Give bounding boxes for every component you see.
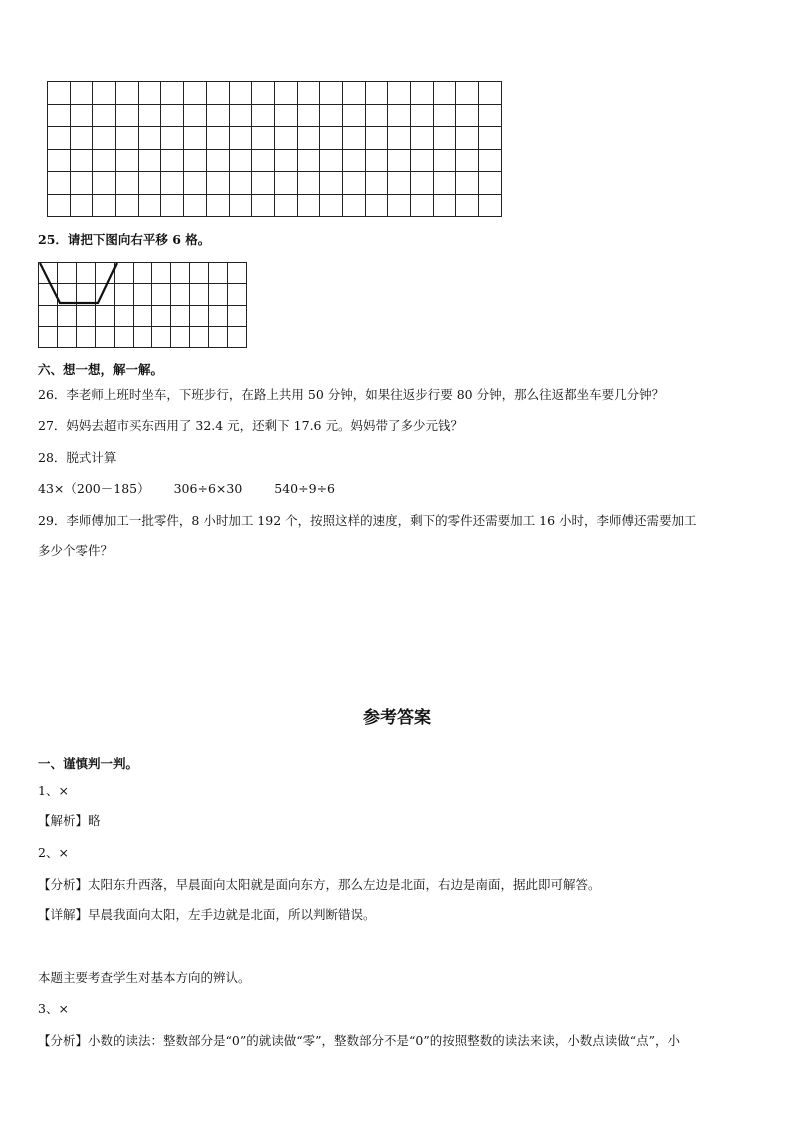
grid-cell bbox=[114, 263, 133, 284]
grid-cell bbox=[138, 127, 161, 150]
grid-cell bbox=[39, 326, 58, 347]
grid-cell bbox=[342, 82, 365, 105]
grid-cell bbox=[206, 82, 229, 105]
grid-cell bbox=[138, 104, 161, 127]
grid-cell bbox=[76, 326, 95, 347]
grid-cell bbox=[93, 104, 116, 127]
grid-cell bbox=[320, 172, 343, 195]
grid-cell bbox=[184, 104, 207, 127]
question-25: 25．请把下图向右平移 6 格。 bbox=[38, 232, 211, 247]
grid-cell bbox=[274, 127, 297, 150]
grid-cell bbox=[152, 305, 171, 326]
grid-cell bbox=[39, 305, 58, 326]
grid-cell bbox=[116, 172, 139, 195]
grid-cell bbox=[116, 194, 139, 217]
grid-cell bbox=[184, 172, 207, 195]
grid-cell bbox=[114, 284, 133, 305]
question-27: 27．妈妈去超市买东西用了 32.4 元，还剩下 17.6 元。妈妈带了多少元钱？ bbox=[38, 418, 463, 433]
question-28: 28．脱式计算 bbox=[38, 450, 117, 465]
grid-cell bbox=[433, 194, 456, 217]
grid-cell bbox=[229, 172, 252, 195]
answer-3-analysis: 【分析】小数的读法：整数部分是“0”的就读做“零”，整数部分不是“0”的按照整数的读法来读，小数点读做“点”，小 bbox=[38, 1033, 681, 1048]
grid-cell bbox=[114, 326, 133, 347]
grid-cell bbox=[479, 82, 502, 105]
grid-cell bbox=[433, 127, 456, 150]
grid-cell bbox=[365, 82, 388, 105]
grid-row bbox=[48, 104, 502, 127]
grid-cell bbox=[411, 172, 434, 195]
grid-cell bbox=[229, 127, 252, 150]
grid-cell bbox=[252, 194, 275, 217]
grid-cell bbox=[171, 263, 190, 284]
grid-cell bbox=[228, 305, 247, 326]
grid-cell bbox=[365, 149, 388, 172]
grid-cell bbox=[70, 194, 93, 217]
grid-cell bbox=[209, 305, 228, 326]
grid-cell bbox=[479, 172, 502, 195]
grid-cell bbox=[206, 172, 229, 195]
grid-cell bbox=[320, 82, 343, 105]
grid-cell bbox=[274, 194, 297, 217]
grid-cell bbox=[161, 194, 184, 217]
grid-cell bbox=[57, 284, 76, 305]
grid-cell bbox=[190, 326, 209, 347]
grid-cell bbox=[70, 104, 93, 127]
grid-cell bbox=[116, 104, 139, 127]
grid-cell bbox=[320, 194, 343, 217]
grid-cell bbox=[76, 305, 95, 326]
grid-cell bbox=[161, 82, 184, 105]
grid-cell bbox=[456, 82, 479, 105]
grid-shift bbox=[38, 262, 247, 348]
grid-cell bbox=[161, 127, 184, 150]
grid-cell bbox=[48, 82, 71, 105]
grid-cell bbox=[93, 194, 116, 217]
answer-2: 2、× bbox=[38, 845, 69, 860]
grid-cell bbox=[274, 149, 297, 172]
grid-cell bbox=[39, 263, 58, 284]
grid-cell bbox=[161, 149, 184, 172]
grid-cell bbox=[171, 326, 190, 347]
grid-cell bbox=[206, 127, 229, 150]
grid-cell bbox=[479, 194, 502, 217]
grid-cell bbox=[388, 127, 411, 150]
grid-cell bbox=[388, 104, 411, 127]
question-29-line2: 多少个零件？ bbox=[38, 543, 114, 558]
grid-cell bbox=[252, 149, 275, 172]
grid-cell bbox=[388, 194, 411, 217]
grid-cell bbox=[133, 326, 152, 347]
grid-cell bbox=[161, 172, 184, 195]
grid-cell bbox=[365, 172, 388, 195]
grid-cell bbox=[95, 263, 114, 284]
grid-cell bbox=[190, 305, 209, 326]
grid-cell bbox=[229, 149, 252, 172]
grid-cell bbox=[48, 104, 71, 127]
grid-cell bbox=[209, 326, 228, 347]
grid-row bbox=[48, 149, 502, 172]
grid-cell bbox=[57, 263, 76, 284]
grid-cell bbox=[411, 194, 434, 217]
section-6-heading: 六、想一想，解一解。 bbox=[38, 362, 164, 377]
grid-cell bbox=[433, 172, 456, 195]
grid-cell bbox=[95, 326, 114, 347]
grid-row bbox=[39, 284, 247, 305]
answer-1-note: 【解析】略 bbox=[38, 813, 101, 828]
grid-cell bbox=[70, 149, 93, 172]
grid-cell bbox=[342, 104, 365, 127]
grid-cell bbox=[206, 104, 229, 127]
grid-cell bbox=[133, 284, 152, 305]
grid-cell bbox=[479, 127, 502, 150]
answers-title: 参考答案 bbox=[363, 708, 431, 728]
grid-cell bbox=[93, 127, 116, 150]
grid-cell bbox=[152, 263, 171, 284]
grid-cell bbox=[152, 284, 171, 305]
grid-cell bbox=[48, 172, 71, 195]
grid-cell bbox=[252, 104, 275, 127]
grid-cell bbox=[433, 104, 456, 127]
grid-cell bbox=[411, 104, 434, 127]
grid-cell bbox=[297, 172, 320, 195]
grid-cell bbox=[138, 172, 161, 195]
grid-cell bbox=[76, 284, 95, 305]
grid-cell bbox=[365, 194, 388, 217]
grid-cell bbox=[133, 305, 152, 326]
grid-row bbox=[48, 82, 502, 105]
expr-3: 540÷9÷6 bbox=[274, 481, 335, 496]
grid-cell bbox=[206, 149, 229, 172]
grid-cell bbox=[228, 284, 247, 305]
grid-cell bbox=[342, 194, 365, 217]
grid-cell bbox=[320, 127, 343, 150]
grid-cell bbox=[342, 149, 365, 172]
grid-top bbox=[47, 81, 502, 217]
grid-cell bbox=[206, 194, 229, 217]
grid-row bbox=[39, 263, 247, 284]
grid-cell bbox=[190, 284, 209, 305]
grid-cell bbox=[95, 284, 114, 305]
grid-cell bbox=[57, 326, 76, 347]
grid-cell bbox=[320, 149, 343, 172]
grid-cell bbox=[70, 172, 93, 195]
grid-cell bbox=[297, 82, 320, 105]
grid-cell bbox=[39, 284, 58, 305]
grid-cell bbox=[456, 104, 479, 127]
grid-cell bbox=[184, 194, 207, 217]
expr-1: 43×（200－185） bbox=[38, 481, 150, 496]
grid-row bbox=[48, 194, 502, 217]
grid-cell bbox=[411, 149, 434, 172]
answer-2-analysis: 【分析】太阳东升西落，早晨面向太阳就是面向东方，那么左边是北面，右边是南面，据此即可解答。 bbox=[38, 877, 601, 892]
grid-cell bbox=[252, 172, 275, 195]
grid-cell bbox=[171, 305, 190, 326]
answer-1: 1、× bbox=[38, 783, 69, 798]
grid-cell bbox=[388, 172, 411, 195]
answer-2-detail: 【详解】早晨我面向太阳，左手边就是北面，所以判断错误。 bbox=[38, 907, 376, 922]
answer-2-summary: 本题主要考查学生对基本方向的辨认。 bbox=[38, 970, 251, 985]
grid-cell bbox=[479, 149, 502, 172]
grid-cell bbox=[456, 127, 479, 150]
grid-cell bbox=[342, 172, 365, 195]
grid-cell bbox=[411, 127, 434, 150]
grid-row bbox=[48, 127, 502, 150]
grid-cell bbox=[48, 194, 71, 217]
grid-cell bbox=[95, 305, 114, 326]
grid-cell bbox=[190, 263, 209, 284]
grid-cell bbox=[342, 127, 365, 150]
grid-cell bbox=[456, 149, 479, 172]
grid-cell bbox=[209, 284, 228, 305]
grid-cell bbox=[48, 127, 71, 150]
grid-cell bbox=[388, 149, 411, 172]
grid-cell bbox=[70, 82, 93, 105]
grid-cell bbox=[184, 149, 207, 172]
grid-cell bbox=[433, 149, 456, 172]
grid-cell bbox=[479, 104, 502, 127]
grid-cell bbox=[229, 104, 252, 127]
grid-cell bbox=[133, 263, 152, 284]
grid-cell bbox=[228, 326, 247, 347]
grid-row bbox=[39, 305, 247, 326]
grid-cell bbox=[297, 104, 320, 127]
grid-cell bbox=[114, 305, 133, 326]
grid-cell bbox=[171, 284, 190, 305]
grid-cell bbox=[433, 82, 456, 105]
grid-cell bbox=[456, 172, 479, 195]
grid-cell bbox=[116, 82, 139, 105]
answer-3: 3、× bbox=[38, 1001, 69, 1016]
grid-cell bbox=[252, 127, 275, 150]
grid-cell bbox=[76, 263, 95, 284]
grid-cell bbox=[184, 127, 207, 150]
grid-row bbox=[39, 326, 247, 347]
grid-cell bbox=[411, 82, 434, 105]
grid-cell bbox=[228, 263, 247, 284]
grid-cell bbox=[320, 104, 343, 127]
grid-cell bbox=[252, 82, 275, 105]
answers-section-1: 一、谨慎判一判。 bbox=[38, 756, 139, 771]
grid-cell bbox=[229, 194, 252, 217]
question-26: 26．李老师上班时坐车，下班步行，在路上共用 50 分钟，如果往返步行要 80 分钟，那么往返都坐车要几分钟？ bbox=[38, 387, 665, 402]
grid-cell bbox=[93, 149, 116, 172]
grid-cell bbox=[297, 194, 320, 217]
grid-cell bbox=[274, 82, 297, 105]
question-29-line1: 29．李师傅加工一批零件，8 小时加工 192 个，按照这样的速度，剩下的零件还需要加工 16 小时，李师傅还需要加工 bbox=[38, 513, 697, 528]
grid-cell bbox=[152, 326, 171, 347]
grid-cell bbox=[365, 127, 388, 150]
grid-cell bbox=[456, 194, 479, 217]
grid-cell bbox=[93, 172, 116, 195]
grid-cell bbox=[388, 82, 411, 105]
grid-cell bbox=[274, 172, 297, 195]
grid-cell bbox=[184, 82, 207, 105]
grid-cell bbox=[229, 82, 252, 105]
grid-cell bbox=[48, 149, 71, 172]
grid-cell bbox=[116, 127, 139, 150]
grid-cell bbox=[297, 149, 320, 172]
grid-cell bbox=[70, 127, 93, 150]
grid-cell bbox=[138, 149, 161, 172]
grid-cell bbox=[116, 149, 139, 172]
grid-row bbox=[48, 172, 502, 195]
grid-cell bbox=[297, 127, 320, 150]
grid-cell bbox=[93, 82, 116, 105]
grid-cell bbox=[57, 305, 76, 326]
grid-cell bbox=[138, 82, 161, 105]
grid-cell bbox=[365, 104, 388, 127]
expr-2: 306÷6×30 bbox=[173, 481, 243, 496]
grid-cell bbox=[161, 104, 184, 127]
grid-cell bbox=[274, 104, 297, 127]
question-28-exprs bbox=[38, 479, 335, 497]
grid-cell bbox=[138, 194, 161, 217]
grid-cell bbox=[209, 263, 228, 284]
